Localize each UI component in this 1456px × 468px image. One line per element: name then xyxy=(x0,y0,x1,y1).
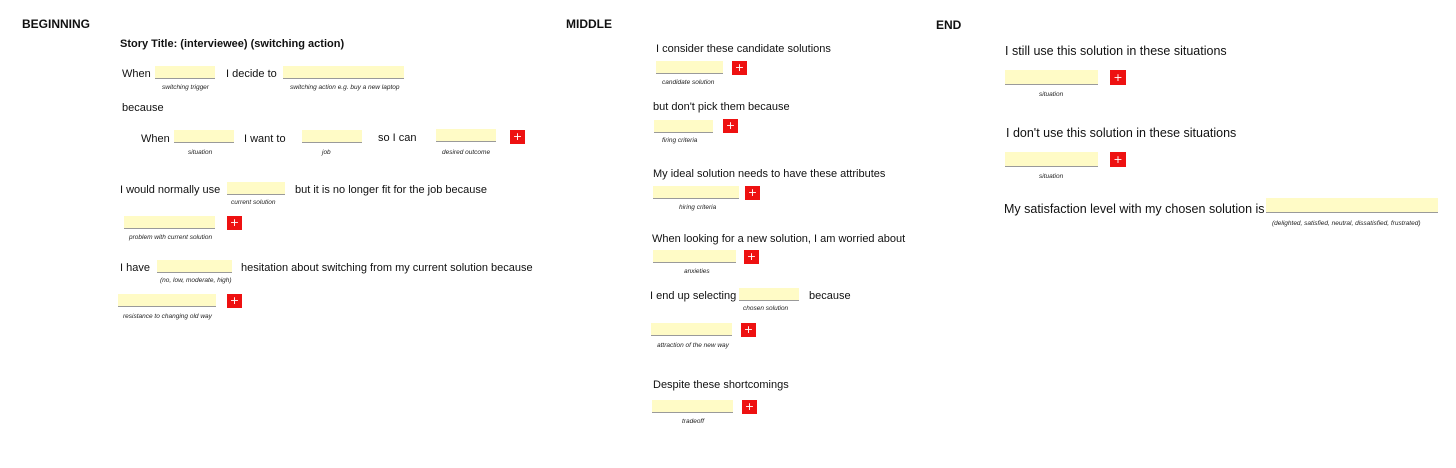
hesitation-level-field[interactable] xyxy=(157,260,232,273)
dontpick-label: but don't pick them because xyxy=(653,101,790,113)
nolonger-label: but it is no longer fit for the job because xyxy=(295,184,488,196)
anxieties-field[interactable] xyxy=(653,250,736,263)
end-header: END xyxy=(936,18,962,32)
situation-caption: situation xyxy=(188,149,213,156)
tradeoff-caption: tradeoff xyxy=(682,418,705,425)
problem-caption: problem with current solution xyxy=(129,234,213,241)
job-caption: job xyxy=(322,149,331,156)
resistance-field[interactable] xyxy=(118,294,216,307)
dontuse-label: I don't use this solution in these situations xyxy=(1006,126,1237,140)
desired-outcome-caption: desired outcome xyxy=(442,149,491,156)
switching-trigger-field[interactable] xyxy=(155,66,215,79)
satisfaction-caption: (delighted, satisfied, neutral, dissatisfied, frustrated) xyxy=(1272,220,1421,227)
when2-label: When xyxy=(141,133,170,145)
problem-field[interactable] xyxy=(124,216,215,229)
chosen-solution-caption: chosen solution xyxy=(743,305,789,312)
add-outcome-button[interactable]: + xyxy=(510,130,525,144)
endup-label: I end up selecting xyxy=(650,290,737,302)
add-dont-use-button[interactable]: + xyxy=(1110,152,1126,167)
satisfaction-field[interactable] xyxy=(1266,198,1438,213)
stilluse-label: I still use this solution in these situations xyxy=(1005,44,1227,58)
candidate-solution-caption: candidate solution xyxy=(662,79,715,86)
still-use-situation-caption: situation xyxy=(1039,91,1064,98)
ihave-label: I have xyxy=(120,262,150,274)
add-tradeoff-button[interactable]: + xyxy=(742,400,757,414)
consider-label: I consider these candidate solutions xyxy=(656,43,831,55)
candidate-solution-field[interactable] xyxy=(656,61,723,74)
resistance-caption: resistance to changing old way xyxy=(123,313,212,320)
tradeoff-field[interactable] xyxy=(652,400,733,413)
switching-action-field[interactable] xyxy=(283,66,404,79)
desired-outcome-field[interactable] xyxy=(436,129,496,142)
firing-criteria-field[interactable] xyxy=(654,120,713,133)
add-still-use-button[interactable]: + xyxy=(1110,70,1126,85)
job-field[interactable] xyxy=(302,130,362,143)
decide-label: I decide to xyxy=(226,68,277,80)
add-anxiety-button[interactable]: + xyxy=(744,250,759,264)
satisfaction-label: My satisfaction level with my chosen solution is xyxy=(1004,202,1265,216)
hesitation-level-caption: (no, low, moderate, high) xyxy=(160,277,232,284)
attraction-field[interactable] xyxy=(651,323,732,336)
despite-label: Despite these shortcomings xyxy=(653,379,789,391)
add-firing-button[interactable]: + xyxy=(723,119,738,133)
because-label: because xyxy=(122,102,164,114)
hesitation-label: hesitation about switching from my current solution because xyxy=(241,262,533,274)
normally-label: I would normally use xyxy=(120,184,221,196)
firing-criteria-caption: firing criteria xyxy=(662,137,698,144)
attraction-caption: attraction of the new way xyxy=(657,342,729,349)
socan-label: so I can xyxy=(378,132,417,144)
story-title: Story Title: (interviewee) (switching action) xyxy=(120,38,345,50)
chosen-solution-field[interactable] xyxy=(739,288,799,301)
add-attraction-button[interactable]: + xyxy=(741,323,756,337)
add-candidate-button[interactable]: + xyxy=(732,61,747,75)
switching-trigger-caption: switching trigger xyxy=(162,84,209,91)
still-use-situation-field[interactable] xyxy=(1005,70,1098,85)
when-label: When xyxy=(122,68,151,80)
endup-because-label: because xyxy=(809,290,851,302)
add-hiring-button[interactable]: + xyxy=(745,186,760,200)
want-label: I want to xyxy=(244,133,286,145)
ideal-label: My ideal solution needs to have these attributes xyxy=(653,168,886,180)
situation-field[interactable] xyxy=(174,130,234,143)
dont-use-situation-field[interactable] xyxy=(1005,152,1098,167)
add-resistance-button[interactable]: + xyxy=(227,294,242,308)
middle-header: MIDDLE xyxy=(566,17,612,31)
worried-label: When looking for a new solution, I am worried about xyxy=(652,233,906,245)
beginning-header: BEGINNING xyxy=(22,17,91,31)
current-solution-field[interactable] xyxy=(227,182,285,195)
add-problem-button[interactable]: + xyxy=(227,216,242,230)
hiring-criteria-caption: hiring criteria xyxy=(679,204,717,211)
current-solution-caption: current solution xyxy=(231,199,276,206)
switching-action-caption: switching action e.g. buy a new laptop xyxy=(290,84,400,91)
anxieties-caption: anxieties xyxy=(684,268,710,275)
hiring-criteria-field[interactable] xyxy=(653,186,739,199)
dont-use-situation-caption: situation xyxy=(1039,173,1064,180)
